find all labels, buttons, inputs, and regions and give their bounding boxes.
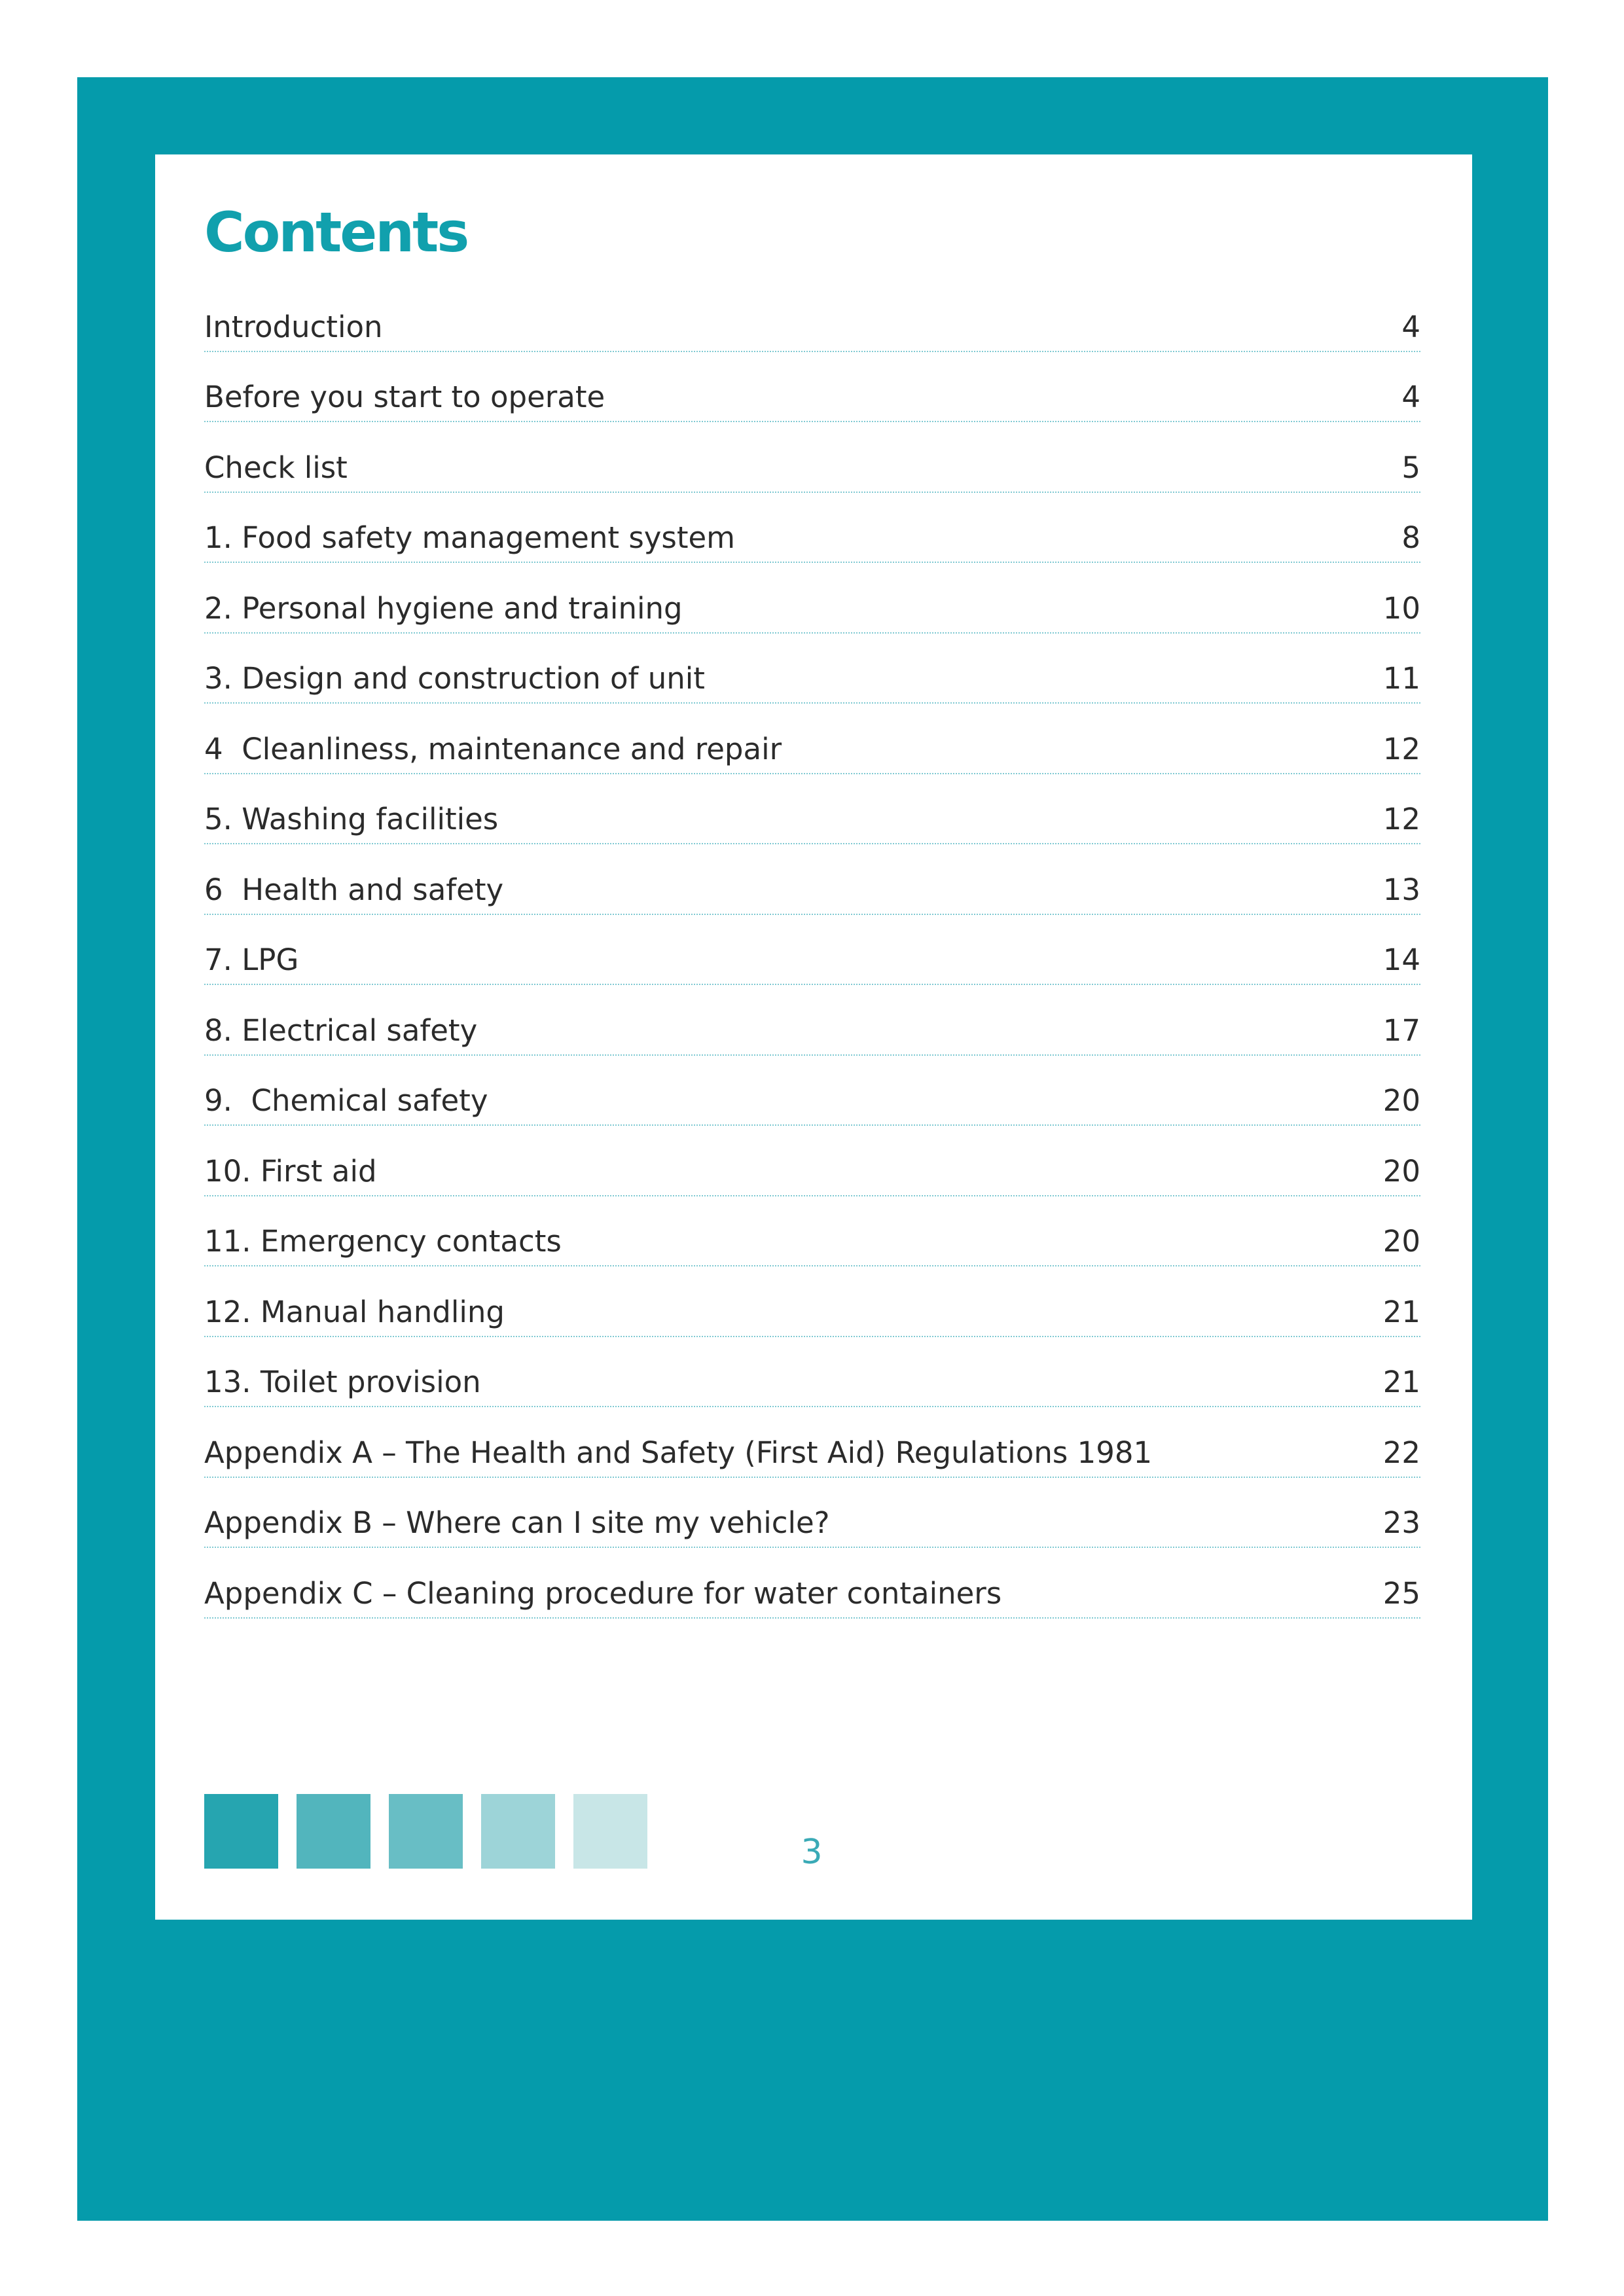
- color-swatch: [481, 1794, 555, 1869]
- toc-entry-page: 10: [1382, 590, 1420, 626]
- toc-entry-page: 20: [1382, 1083, 1420, 1118]
- toc-entry-label: 10. First aid: [204, 1153, 377, 1189]
- toc-entry-page: 17: [1382, 1013, 1420, 1048]
- toc-row[interactable]: [204, 281, 1420, 352]
- page-title: Contents: [204, 200, 468, 264]
- toc-entry-page: 13: [1382, 872, 1420, 907]
- toc-entry-label: 6 Health and safety: [204, 872, 504, 907]
- toc-entry-page: 11: [1382, 661, 1420, 696]
- toc-entry-label: 7. LPG: [204, 942, 299, 977]
- toc-entry-label: Introduction: [204, 309, 383, 344]
- toc-row[interactable]: [204, 1407, 1420, 1478]
- toc-row[interactable]: [204, 422, 1420, 493]
- toc-row[interactable]: [204, 1126, 1420, 1196]
- toc-entry-label: Appendix A – The Health and Safety (First Aid) Regulations 1981: [204, 1435, 1153, 1470]
- toc-entry-label: Appendix B – Where can I site my vehicle?: [204, 1505, 830, 1540]
- color-swatch: [573, 1794, 647, 1869]
- toc-entry-label: Appendix C – Cleaning procedure for water containers: [204, 1575, 1002, 1611]
- toc-row[interactable]: [204, 352, 1420, 423]
- toc-entry-page: 12: [1382, 802, 1420, 836]
- color-swatch: [389, 1794, 463, 1869]
- toc-entry-page: 14: [1382, 942, 1420, 977]
- toc-row[interactable]: [204, 915, 1420, 986]
- toc-entry-label: 9. Chemical safety: [204, 1083, 488, 1118]
- toc-entry-page: 12: [1382, 731, 1420, 766]
- toc-row[interactable]: [204, 563, 1420, 634]
- toc-entry-page: 22: [1382, 1435, 1420, 1470]
- toc-row[interactable]: [204, 1548, 1420, 1619]
- table-of-contents: [204, 281, 1420, 1619]
- toc-row[interactable]: [204, 704, 1420, 774]
- toc-entry-label: 13. Toilet provision: [204, 1365, 481, 1399]
- toc-row[interactable]: [204, 774, 1420, 845]
- toc-entry-page: 20: [1382, 1224, 1420, 1259]
- toc-entry-page: 5: [1401, 450, 1420, 485]
- toc-entry-page: 4: [1401, 380, 1420, 414]
- toc-entry-label: 4 Cleanliness, maintenance and repair: [204, 731, 782, 766]
- toc-row[interactable]: [204, 985, 1420, 1056]
- toc-row[interactable]: [204, 493, 1420, 564]
- toc-entry-label: 11. Emergency contacts: [204, 1224, 562, 1259]
- toc-entry-label: Before you start to operate: [204, 380, 605, 414]
- page-number: 3: [801, 1833, 823, 1872]
- color-swatch: [204, 1794, 278, 1869]
- toc-row[interactable]: [204, 1056, 1420, 1126]
- toc-entry-page: 20: [1382, 1153, 1420, 1189]
- color-swatch: [297, 1794, 370, 1869]
- toc-row[interactable]: [204, 1478, 1420, 1549]
- toc-row[interactable]: [204, 1196, 1420, 1267]
- toc-entry-label: Check list: [204, 450, 348, 485]
- toc-entry-label: 5. Washing facilities: [204, 802, 499, 836]
- toc-entry-label: 8. Electrical safety: [204, 1013, 478, 1048]
- toc-row[interactable]: [204, 634, 1420, 704]
- toc-entry-page: 4: [1401, 309, 1420, 344]
- toc-entry-label: 3. Design and construction of unit: [204, 661, 705, 696]
- toc-entry-label: 2. Personal hygiene and training: [204, 590, 683, 626]
- toc-entry-page: 21: [1382, 1294, 1420, 1329]
- toc-entry-page: 23: [1382, 1505, 1420, 1540]
- toc-entry-page: 25: [1382, 1575, 1420, 1611]
- toc-entry-label: 12. Manual handling: [204, 1294, 505, 1329]
- toc-row[interactable]: [204, 1266, 1420, 1337]
- toc-row[interactable]: [204, 1337, 1420, 1408]
- toc-entry-page: 21: [1382, 1365, 1420, 1399]
- toc-entry-label: 1. Food safety management system: [204, 520, 736, 555]
- toc-row[interactable]: [204, 844, 1420, 915]
- toc-entry-page: 8: [1401, 520, 1420, 555]
